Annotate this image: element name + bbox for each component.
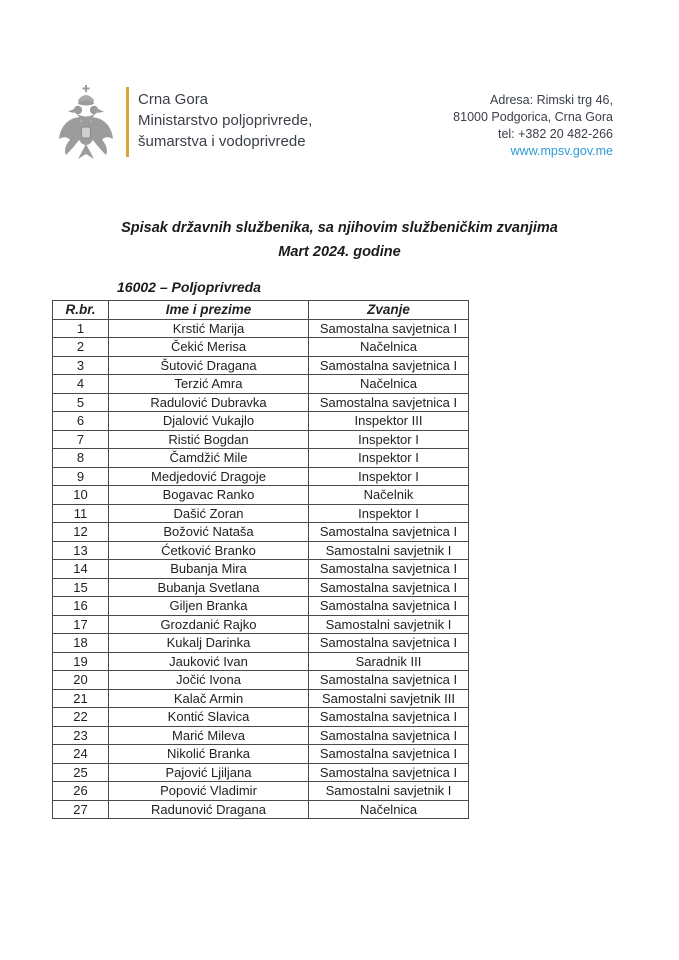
- table-row: [53, 356, 469, 375]
- row-number-cell: 17: [53, 615, 109, 634]
- table-row: [53, 708, 469, 727]
- table-row: [53, 412, 469, 431]
- row-number-cell: 21: [53, 689, 109, 708]
- name-cell: Kontić Slavica: [109, 708, 309, 727]
- row-number-cell: 6: [53, 412, 109, 431]
- table-row: [53, 467, 469, 486]
- address-line-phone: tel: +382 20 482-266: [497, 127, 613, 141]
- name-cell: Bubanja Svetlana: [109, 578, 309, 597]
- name-cell: Radunović Dragana: [109, 800, 309, 819]
- table-row: [53, 782, 469, 801]
- title-cell: Inspektor I: [309, 449, 469, 468]
- row-number-cell: 15: [53, 578, 109, 597]
- section-label: 16002 – Poljoprivreda: [117, 279, 261, 295]
- name-cell: Kalač Armin: [109, 689, 309, 708]
- table-row: [53, 689, 469, 708]
- title-cell: Samostalna savjetnica I: [309, 560, 469, 579]
- country-name: Crna Gora: [138, 91, 209, 108]
- title-cell: Načelnica: [309, 800, 469, 819]
- row-number-cell: 9: [53, 467, 109, 486]
- table-row: [53, 375, 469, 394]
- title-cell: Samostalna savjetnica I: [309, 708, 469, 727]
- table-row: [53, 486, 469, 505]
- ministry-name-block: [138, 89, 312, 152]
- name-cell: Čamdžić Mile: [109, 449, 309, 468]
- row-number-cell: 4: [53, 375, 109, 394]
- table-row: [53, 430, 469, 449]
- row-number-cell: 20: [53, 671, 109, 690]
- name-cell: Šutović Dragana: [109, 356, 309, 375]
- name-cell: Pajović Ljiljana: [109, 763, 309, 782]
- name-cell: Popović Vladimir: [109, 782, 309, 801]
- title-cell: Samostalna savjetnica I: [309, 634, 469, 653]
- row-number-cell: 3: [53, 356, 109, 375]
- title-cell: Načelnica: [309, 338, 469, 357]
- name-cell: Marić Mileva: [109, 726, 309, 745]
- title-cell: Samostalni savjetnik I: [309, 615, 469, 634]
- table-row: [53, 800, 469, 819]
- document-title: [0, 216, 679, 264]
- title-cell: Inspektor I: [309, 504, 469, 523]
- title-cell: Inspektor I: [309, 430, 469, 449]
- row-number-cell: 10: [53, 486, 109, 505]
- name-cell: Krstić Marija: [109, 319, 309, 338]
- row-number-cell: 14: [53, 560, 109, 579]
- title-cell: Saradnik III: [309, 652, 469, 671]
- row-number-cell: 7: [53, 430, 109, 449]
- name-cell: Ćetković Branko: [109, 541, 309, 560]
- row-number-cell: 12: [53, 523, 109, 542]
- column-header-name: Ime i prezime: [109, 301, 309, 320]
- row-number-cell: 26: [53, 782, 109, 801]
- title-cell: Samostalni savjetnik I: [309, 782, 469, 801]
- title-cell: Inspektor III: [309, 412, 469, 431]
- name-cell: Dašić Zoran: [109, 504, 309, 523]
- table-row: [53, 449, 469, 468]
- table-header-row: [53, 301, 469, 320]
- name-cell: Jauković Ivan: [109, 652, 309, 671]
- staff-table: [52, 300, 469, 819]
- address-line-city: 81000 Podgorica, Crna Gora: [453, 110, 613, 124]
- title-line2: Mart 2024. godine: [278, 244, 401, 260]
- website-link[interactable]: www.mpsv.gov.me: [510, 144, 613, 158]
- title-line1: Spisak državnih službenika, sa njihovim službeničkim zvanjima: [121, 220, 558, 236]
- table-row: [53, 597, 469, 616]
- table-row: [53, 745, 469, 764]
- table-row: [53, 671, 469, 690]
- name-cell: Giljen Branka: [109, 597, 309, 616]
- title-cell: Samostalni savjetnik I: [309, 541, 469, 560]
- table-row: [53, 338, 469, 357]
- ministry-name-line1: Ministarstvo poljoprivrede,: [138, 112, 313, 129]
- title-cell: Samostalna savjetnica I: [309, 745, 469, 764]
- row-number-cell: 13: [53, 541, 109, 560]
- title-cell: Samostalni savjetnik III: [309, 689, 469, 708]
- name-cell: Radulović Dubravka: [109, 393, 309, 412]
- row-number-cell: 2: [53, 338, 109, 357]
- table-row: [53, 560, 469, 579]
- name-cell: Kukalj Darinka: [109, 634, 309, 653]
- address-line-street: Adresa: Rimski trg 46,: [490, 93, 613, 107]
- table-row: [53, 504, 469, 523]
- row-number-cell: 23: [53, 726, 109, 745]
- row-number-cell: 5: [53, 393, 109, 412]
- name-cell: Ristić Bogdan: [109, 430, 309, 449]
- title-cell: Samostalna savjetnica I: [309, 523, 469, 542]
- column-header-title: Zvanje: [309, 301, 469, 320]
- title-cell: Samostalna savjetnica I: [309, 578, 469, 597]
- ministry-name-line2: šumarstva i vodoprivrede: [138, 133, 306, 150]
- name-cell: Nikolić Branka: [109, 745, 309, 764]
- name-cell: Čekić Merisa: [109, 338, 309, 357]
- title-cell: Samostalna savjetnica I: [309, 726, 469, 745]
- table-row: [53, 726, 469, 745]
- table-row: [53, 523, 469, 542]
- row-number-cell: 18: [53, 634, 109, 653]
- title-cell: Samostalna savjetnica I: [309, 356, 469, 375]
- name-cell: Božović Nataša: [109, 523, 309, 542]
- table-row: [53, 652, 469, 671]
- table-row: [53, 763, 469, 782]
- title-cell: Samostalna savjetnica I: [309, 671, 469, 690]
- title-cell: Inspektor I: [309, 467, 469, 486]
- name-cell: Bubanja Mira: [109, 560, 309, 579]
- table-row: [53, 615, 469, 634]
- column-header-rbr: R.br.: [53, 301, 109, 320]
- row-number-cell: 22: [53, 708, 109, 727]
- table-row: [53, 541, 469, 560]
- row-number-cell: 8: [53, 449, 109, 468]
- letterhead-divider: [126, 87, 129, 157]
- name-cell: Jočić Ivona: [109, 671, 309, 690]
- address-block: [453, 92, 613, 160]
- title-cell: Samostalna savjetnica I: [309, 393, 469, 412]
- table-row: [53, 319, 469, 338]
- table-row: [53, 578, 469, 597]
- row-number-cell: 25: [53, 763, 109, 782]
- name-cell: Terzić Amra: [109, 375, 309, 394]
- name-cell: Bogavac Ranko: [109, 486, 309, 505]
- title-cell: Samostalna savjetnica I: [309, 597, 469, 616]
- name-cell: Grozdanić Rajko: [109, 615, 309, 634]
- title-cell: Samostalna savjetnica I: [309, 319, 469, 338]
- name-cell: Medjedović Dragoje: [109, 467, 309, 486]
- row-number-cell: 27: [53, 800, 109, 819]
- table-body: [53, 319, 469, 819]
- name-cell: Djalović Vukajlo: [109, 412, 309, 431]
- title-cell: Načelnica: [309, 375, 469, 394]
- row-number-cell: 24: [53, 745, 109, 764]
- row-number-cell: 11: [53, 504, 109, 523]
- title-cell: Samostalna savjetnica I: [309, 763, 469, 782]
- row-number-cell: 1: [53, 319, 109, 338]
- montenegro-coat-of-arms-icon: [56, 84, 116, 162]
- row-number-cell: 19: [53, 652, 109, 671]
- table-row: [53, 634, 469, 653]
- table-row: [53, 393, 469, 412]
- row-number-cell: 16: [53, 597, 109, 616]
- title-cell: Načelnik: [309, 486, 469, 505]
